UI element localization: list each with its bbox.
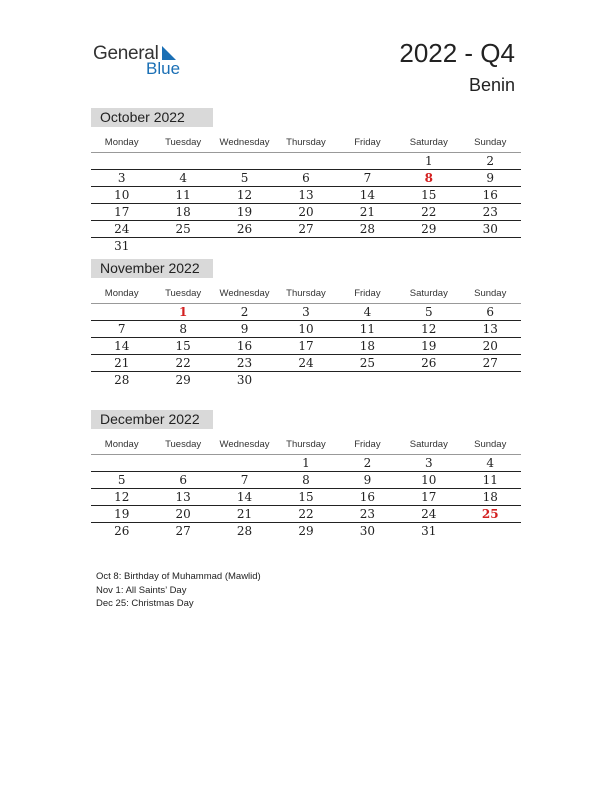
- weekday-label: Thursday: [286, 136, 326, 148]
- holiday-note: Nov 1: All Saints’ Day: [96, 584, 187, 596]
- month-name: November 2022: [91, 259, 213, 278]
- day-cell: 3: [425, 456, 433, 470]
- day-cell: 16: [482, 188, 498, 202]
- day-cell: 21: [236, 507, 253, 521]
- day-cell: 17: [298, 339, 314, 353]
- day-cell: 13: [482, 322, 498, 336]
- week-row: [91, 488, 521, 505]
- day-cell: 24: [298, 356, 314, 370]
- day-cell: 16: [236, 339, 253, 353]
- week-row: [91, 237, 521, 254]
- day-cell: 6: [486, 305, 495, 319]
- week-row: [91, 220, 521, 237]
- weekday-label: Monday: [104, 287, 139, 299]
- week-row: [91, 186, 521, 203]
- day-cell: 6: [179, 473, 187, 487]
- day-cell: 23: [482, 205, 498, 219]
- week-row: [91, 203, 521, 220]
- weekday-label: Monday: [104, 438, 139, 450]
- weekday-label: Wednesday: [219, 438, 270, 450]
- day-cell: 21: [114, 356, 130, 370]
- weekday-label: Tuesday: [165, 136, 202, 148]
- day-cell: 16: [359, 490, 376, 504]
- holiday-notes: [96, 570, 261, 611]
- day-cell: 1: [425, 154, 433, 168]
- day-cell: 7: [240, 473, 249, 487]
- day-cell: 19: [236, 205, 253, 219]
- logo-general-text: General: [93, 43, 159, 64]
- week-row: [91, 354, 521, 371]
- week-row: [91, 152, 521, 169]
- day-cell: 4: [363, 305, 372, 319]
- day-cell: 22: [175, 356, 191, 370]
- week-row: [91, 471, 521, 488]
- day-cell: 9: [363, 473, 372, 487]
- week-row: [91, 371, 521, 388]
- day-cell: 11: [482, 473, 498, 487]
- day-cell: 19: [421, 339, 437, 353]
- day-cell: 19: [114, 507, 130, 521]
- day-cell: 9: [240, 322, 249, 336]
- day-cell: 11: [175, 188, 191, 202]
- week-row: [91, 505, 521, 522]
- day-cell: 27: [175, 524, 191, 538]
- day-cell: 29: [421, 222, 437, 236]
- day-cell: 25: [175, 222, 191, 236]
- weekday-label: Friday: [354, 438, 381, 450]
- day-cell: 26: [421, 356, 437, 370]
- month-block: [91, 259, 521, 388]
- weekday-label: Thursday: [286, 287, 326, 299]
- day-cell: 14: [114, 339, 130, 353]
- weekday-label: Wednesday: [219, 136, 270, 148]
- day-cell: 18: [359, 339, 376, 353]
- holiday-day-cell: 25: [481, 507, 499, 521]
- day-cell: 28: [114, 373, 130, 387]
- weekday-header-row: [91, 283, 521, 303]
- day-cell: 7: [363, 171, 372, 185]
- day-cell: 2: [363, 456, 372, 470]
- weekday-label: Tuesday: [165, 287, 202, 299]
- holiday-day-cell: 1: [178, 305, 188, 319]
- week-row: [91, 454, 521, 471]
- day-cell: 20: [298, 205, 314, 219]
- day-cell: 25: [359, 356, 376, 370]
- day-cell: 30: [482, 222, 498, 236]
- week-row: [91, 169, 521, 186]
- day-cell: 13: [175, 490, 191, 504]
- day-cell: 22: [298, 507, 314, 521]
- month-name: December 2022: [91, 410, 213, 429]
- day-cell: 31: [114, 239, 130, 253]
- weekday-label: Friday: [354, 136, 381, 148]
- day-cell: 1: [302, 456, 310, 470]
- generalblue-logo: [93, 40, 193, 80]
- day-cell: 23: [236, 356, 253, 370]
- day-cell: 11: [359, 322, 376, 336]
- day-cell: 4: [486, 456, 495, 470]
- weekday-label: Saturday: [409, 136, 448, 148]
- weekday-label: Saturday: [409, 438, 448, 450]
- day-cell: 15: [298, 490, 314, 504]
- weekday-label: Thursday: [286, 438, 326, 450]
- day-cell: 7: [117, 322, 126, 336]
- week-row: [91, 303, 521, 320]
- weekday-label: Monday: [104, 136, 139, 148]
- day-cell: 17: [421, 490, 437, 504]
- day-cell: 26: [236, 222, 253, 236]
- day-cell: 12: [421, 322, 437, 336]
- month-block: [91, 108, 521, 254]
- day-cell: 9: [486, 171, 495, 185]
- day-cell: 13: [298, 188, 314, 202]
- holiday-note: Oct 8: Birthday of Muhammad (Mawlid): [96, 571, 261, 582]
- day-cell: 27: [298, 222, 314, 236]
- day-cell: 10: [421, 473, 437, 487]
- day-cell: 14: [236, 490, 253, 504]
- logo-triangle-icon: [162, 46, 176, 60]
- day-cell: 3: [117, 171, 126, 185]
- weekday-label: Saturday: [409, 287, 448, 299]
- weekday-label: Sunday: [474, 438, 507, 450]
- weekday-label: Sunday: [474, 136, 507, 148]
- day-cell: 17: [114, 205, 130, 219]
- month-name: October 2022: [91, 108, 213, 127]
- page-title: 2022 - Q4: [399, 38, 515, 68]
- day-cell: 20: [482, 339, 498, 353]
- weekday-label: Sunday: [474, 287, 507, 299]
- day-cell: 4: [179, 171, 187, 185]
- day-cell: 27: [482, 356, 498, 370]
- day-cell: 30: [359, 524, 376, 538]
- day-cell: 18: [175, 205, 191, 219]
- day-cell: 28: [359, 222, 376, 236]
- day-cell: 22: [421, 205, 437, 219]
- day-cell: 28: [236, 524, 253, 538]
- day-cell: 26: [114, 524, 130, 538]
- day-cell: 2: [486, 154, 495, 168]
- day-cell: 5: [117, 473, 126, 487]
- day-cell: 6: [302, 171, 310, 185]
- day-cell: 8: [179, 322, 187, 336]
- weekday-label: Tuesday: [165, 438, 202, 450]
- week-row: [91, 337, 521, 354]
- day-cell: 31: [421, 524, 437, 538]
- day-cell: 8: [302, 473, 310, 487]
- holiday-note: Dec 25: Christmas Day: [96, 598, 194, 609]
- logo-blue-text: Blue: [146, 59, 181, 78]
- day-cell: 12: [114, 490, 130, 504]
- day-cell: 14: [359, 188, 376, 202]
- day-cell: 21: [359, 205, 376, 219]
- day-cell: 10: [298, 322, 314, 336]
- week-row: [91, 320, 521, 337]
- day-cell: 15: [421, 188, 437, 202]
- day-cell: 30: [236, 373, 253, 387]
- weekday-header-row: [91, 434, 521, 454]
- day-cell: 23: [359, 507, 376, 521]
- weekday-label: Friday: [354, 287, 381, 299]
- day-cell: 24: [114, 222, 130, 236]
- weekday-header-row: [91, 132, 521, 152]
- day-cell: 24: [421, 507, 437, 521]
- holiday-day-cell: 8: [424, 171, 433, 185]
- day-cell: 5: [240, 171, 249, 185]
- day-cell: 12: [236, 188, 253, 202]
- day-cell: 29: [175, 373, 191, 387]
- day-cell: 10: [114, 188, 130, 202]
- day-cell: 15: [175, 339, 191, 353]
- weekday-label: Wednesday: [219, 287, 270, 299]
- day-cell: 20: [175, 507, 191, 521]
- month-block: [91, 410, 521, 539]
- day-cell: 18: [482, 490, 498, 504]
- day-cell: 29: [298, 524, 314, 538]
- day-cell: 5: [425, 305, 433, 319]
- day-cell: 3: [302, 305, 310, 319]
- country-name: Benin: [468, 75, 515, 95]
- week-row: [91, 522, 521, 539]
- day-cell: 2: [240, 305, 249, 319]
